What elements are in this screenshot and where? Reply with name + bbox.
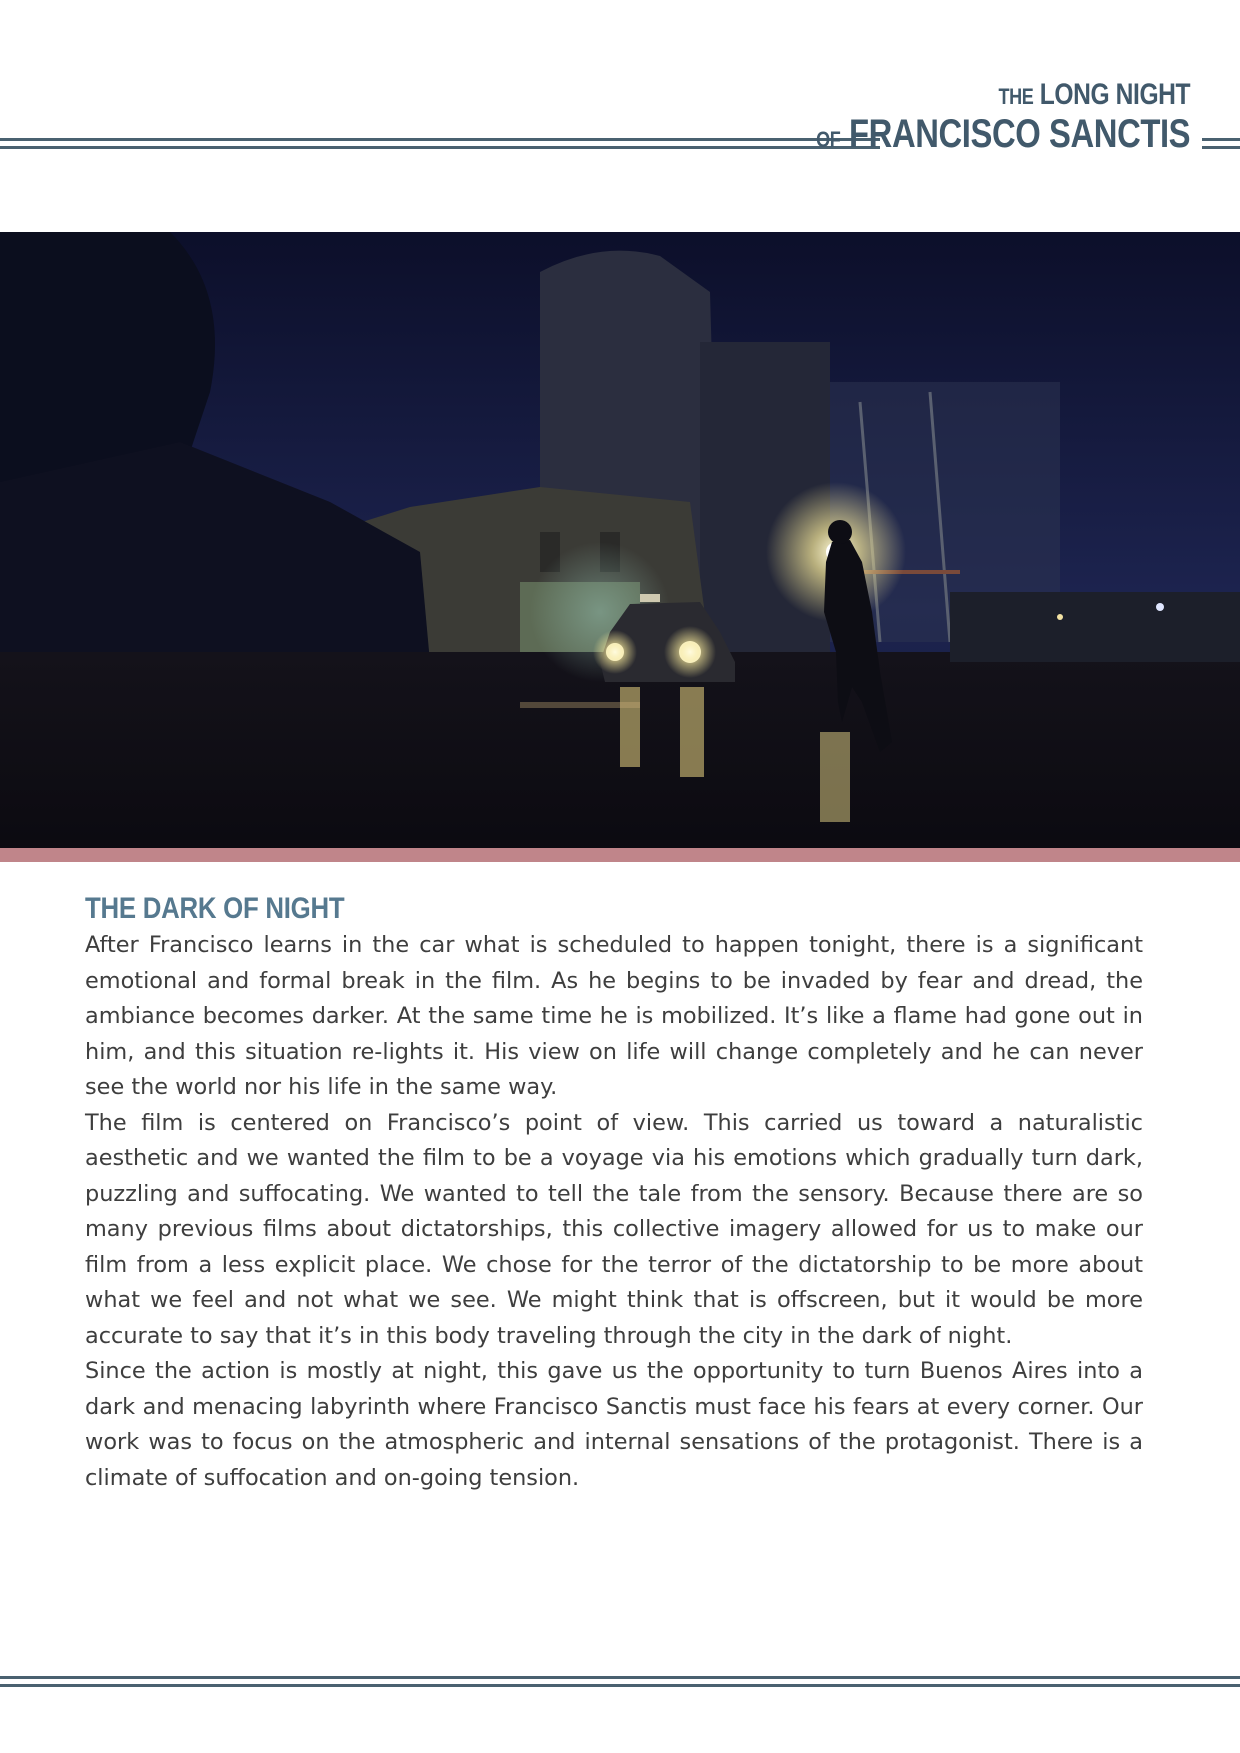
paragraph-3: Since the action is mostly at night, this gave us the opportunity to turn Buenos Aires into a dark and menacing labyrinth where Francisco Sanctis must face his fears at every corner. Our work was to focus on the atmospheric and internal sensations of the protagonist. There is a climate of suffocation and on-going tension. [85,1358,1143,1491]
header-rule-right-top [1202,138,1240,141]
logo-line-2 [816,114,1190,160]
film-title-logo [734,78,1190,160]
film-still-illustration [0,232,1240,862]
section-heading: THE DARK OF NIGHT [85,892,345,925]
logo-the: THE [998,84,1034,109]
article-body [85,928,1143,1496]
footer-rule-bottom [0,1684,1240,1687]
logo-of: OF [815,127,841,152]
paragraph-1: After Francisco learns in the car what is scheduled to happen tonight, there is a significant emotional and formal break in the film. As he begins to be invaded by fear and dread, the ambiance becomes darker. At the same time he is mobilized. It’s like a flame had gone out in him, and this situation re-lights it. His view on life will change completely and he can never see the world nor his life in the same way. [85,932,1143,1100]
film-still-photo [0,232,1240,862]
header-rule-right-bottom [1202,146,1240,149]
paragraph-2: The film is centered on Francisco’s point of view. This carried us toward a naturalistic aesthetic and we wanted the film to be a voyage via his emotions which gradually turn dark, puzzling and suffocating. We wanted to tell the tale from the sensory. Because there are so many previous films about dictatorships, this collective imagery allowed for us to make our film from a less explicit place. We chose for the terror of the dictatorship to be more about what we feel and not what we see. We might think that is offscreen, but it would be more accurate to say that it’s in this body traveling through the city in the dark of night. [85,1109,1143,1349]
footer-rule-top [0,1676,1240,1679]
accent-bar [0,848,1240,862]
logo-francisco-sanctis: FRANCISCO SANCTIS [848,112,1190,156]
logo-line-1 [816,78,1190,114]
logo-long-night: LONG NIGHT [1039,78,1190,111]
